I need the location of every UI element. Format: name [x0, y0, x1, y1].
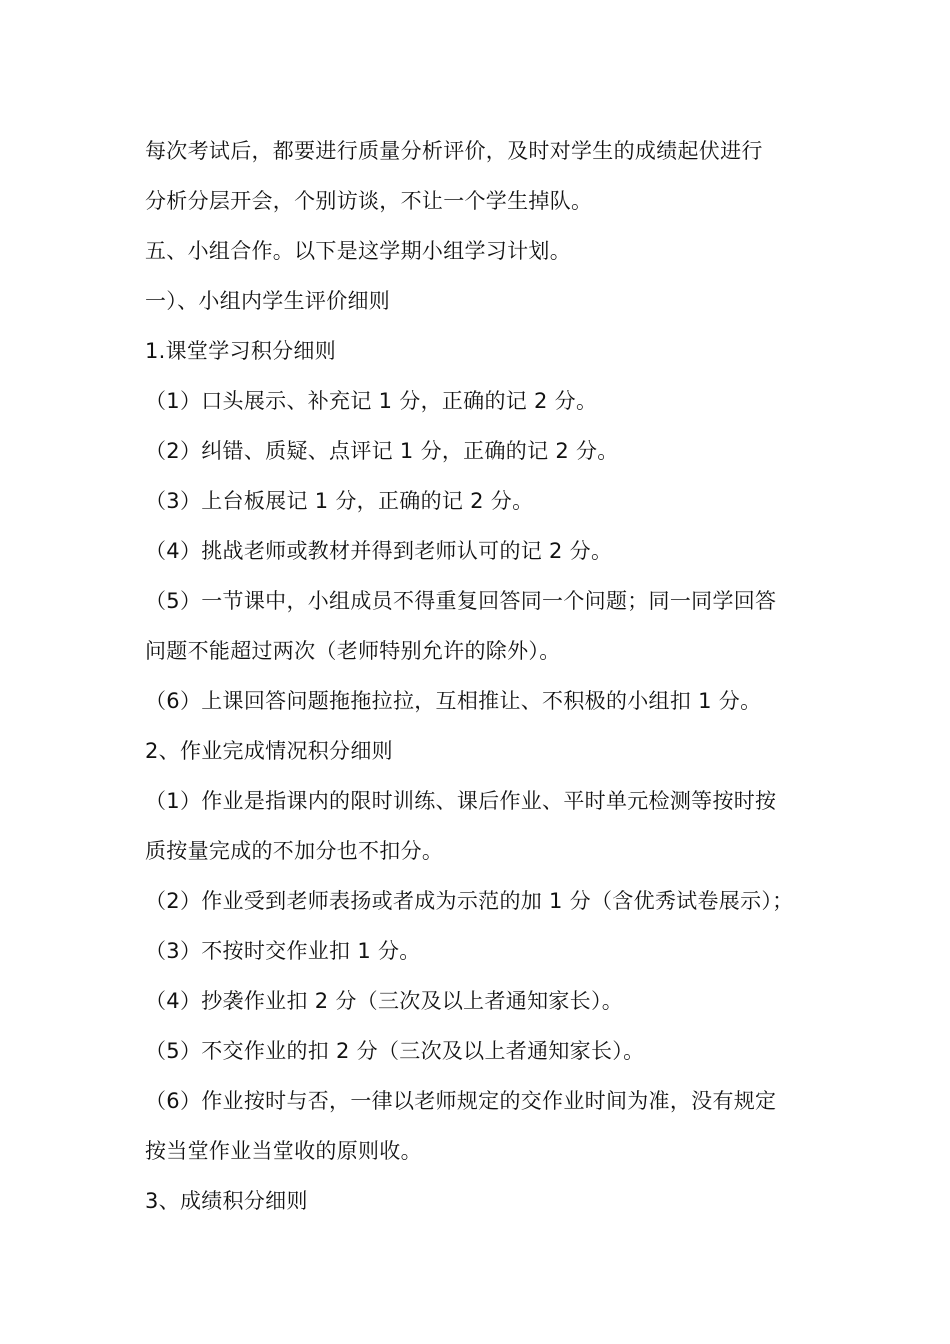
text-line: （5）一节课中，小组成员不得重复回答同一个问题；同一同学回答: [145, 589, 777, 613]
text-line: 问题不能超过两次（老师特别允许的除外）。: [145, 639, 561, 663]
text-line: 每次考试后，都要进行质量分析评价，及时对学生的成绩起伏进行: [145, 139, 763, 163]
text-line: （6）作业按时与否，一律以老师规定的交作业时间为准，没有规定: [145, 1089, 777, 1113]
text-line: 分析分层开会，个别访谈，不让一个学生掉队。: [145, 189, 593, 213]
text-line: （2）纠错、质疑、点评记 1 分，正确的记 2 分。: [145, 439, 619, 463]
text-line: 按当堂作业当堂收的原则收。: [145, 1139, 422, 1163]
item-heading: 1.课堂学习积分细则: [145, 339, 337, 363]
document-body: [145, 126, 835, 1226]
text-line: 质按量完成的不加分也不扣分。: [145, 839, 444, 863]
section-heading: 五、小组合作。以下是这学期小组学习计划。: [145, 239, 571, 263]
text-line: （2）作业受到老师表扬或者成为示范的加 1 分（含优秀试卷展示）；: [145, 889, 794, 913]
text-line: （1）作业是指课内的限时训练、课后作业、平时单元检测等按时按: [145, 789, 777, 813]
text-line: （6）上课回答问题拖拖拉拉，互相推让、不积极的小组扣 1 分。: [145, 689, 762, 713]
text-line: （3）上台板展记 1 分，正确的记 2 分。: [145, 489, 534, 513]
subsection-heading: 一）、小组内学生评价细则: [145, 289, 391, 313]
text-line: （4）抄袭作业扣 2 分（三次及以上者通知家长）。: [145, 989, 624, 1013]
item-heading: 2、作业完成情况积分细则: [145, 739, 393, 763]
text-line: （4）挑战老师或教材并得到老师认可的记 2 分。: [145, 539, 613, 563]
text-line: （3）不按时交作业扣 1 分。: [145, 939, 421, 963]
text-line: （1）口头展示、补充记 1 分，正确的记 2 分。: [145, 389, 598, 413]
text-line: （5）不交作业的扣 2 分（三次及以上者通知家长）。: [145, 1039, 645, 1063]
item-heading: 3、成绩积分细则: [145, 1189, 308, 1213]
